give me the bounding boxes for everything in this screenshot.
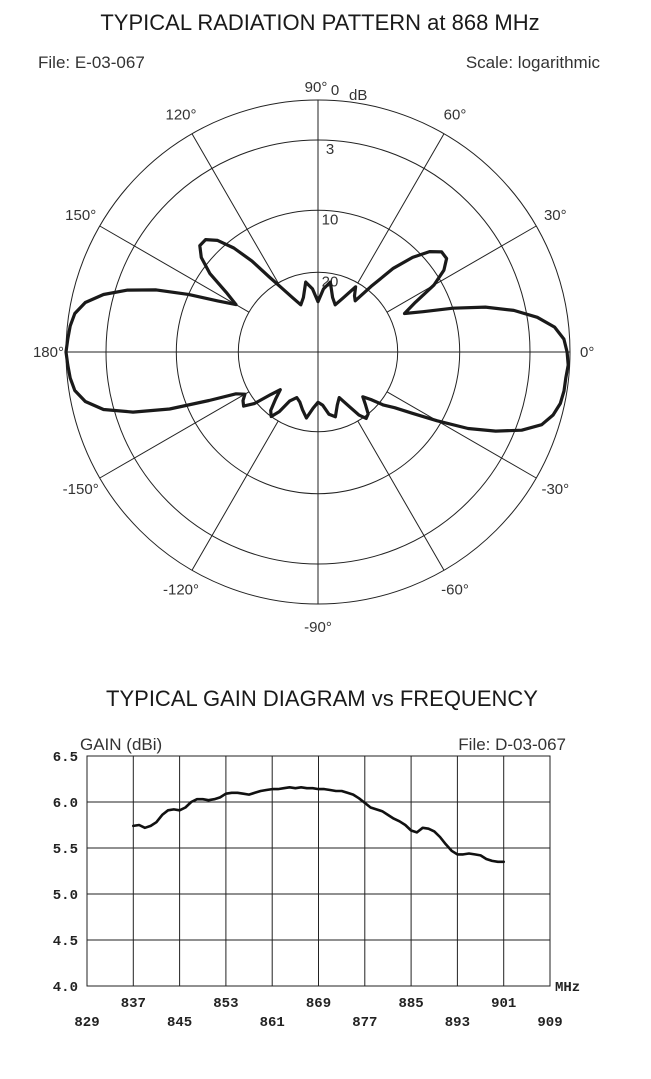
- gain-xtick-label: 869: [305, 996, 332, 1012]
- polar-trace: [66, 240, 568, 432]
- gain-xtick-label: 845: [166, 1015, 193, 1031]
- polar-ring-label: 10: [321, 211, 339, 229]
- gain-title: TYPICAL GAIN DIAGRAM vs FREQUENCY: [106, 686, 538, 711]
- gain-xtick-label: 901: [491, 996, 517, 1012]
- polar-pattern-line: [66, 240, 568, 432]
- gain-ytick-label: 6.0: [52, 796, 78, 812]
- polar-angle-label: 150°: [65, 207, 97, 224]
- polar-grid: [66, 100, 570, 604]
- polar-angle-label: -60°: [441, 581, 469, 599]
- polar-spoke: [100, 226, 249, 312]
- gain-xtick-label: 853: [213, 996, 239, 1012]
- polar-spoke: [358, 421, 444, 570]
- gain-xunit: MHz: [555, 980, 581, 996]
- gain-ticks: [53, 750, 563, 1031]
- gain-xtick-label: 885: [398, 996, 424, 1012]
- polar-angle-label: 120°: [165, 106, 197, 124]
- gain-ytick-label: 5.0: [52, 888, 78, 904]
- gain-xtick-label: 877: [352, 1015, 378, 1031]
- polar-db-unit: dB: [349, 87, 368, 104]
- gain-ytick-label: 4.0: [52, 980, 78, 996]
- polar-angle-label: 90°: [304, 79, 328, 96]
- gain-file-label: File: D-03-067: [458, 735, 566, 754]
- polar-spoke: [387, 226, 536, 312]
- polar-angle-label: -90°: [304, 619, 332, 636]
- polar-angle-label: 30°: [543, 207, 567, 224]
- gain-grid: [87, 756, 550, 986]
- polar-ring-label: 3: [325, 141, 335, 158]
- polar-angle-label: -150°: [62, 481, 99, 498]
- polar-spoke: [100, 392, 249, 478]
- radiation-file-label: File: E-03-067: [38, 53, 145, 72]
- gain-xtick-label: 837: [120, 996, 146, 1012]
- polar-angle-label: 180°: [32, 344, 64, 361]
- polar-spoke: [192, 421, 278, 570]
- gain-ytick-label: 5.5: [52, 842, 78, 858]
- gain-xtick-label: 861: [259, 1015, 285, 1031]
- polar-spoke: [387, 392, 536, 478]
- polar-angle-label: 60°: [443, 106, 467, 124]
- polar-ring-label: 20: [321, 273, 339, 291]
- polar-spoke: [192, 134, 278, 283]
- gain-ylabel: GAIN (dBi): [80, 735, 163, 754]
- polar-ring-label: 0: [330, 82, 340, 99]
- gain-xtick-label: 909: [537, 1015, 563, 1031]
- radiation-title: TYPICAL RADIATION PATTERN at 868 MHz: [100, 10, 540, 35]
- polar-angle-label: 0°: [580, 344, 595, 361]
- gain-ytick-label: 6.5: [52, 750, 78, 766]
- gain-ytick-label: 4.5: [52, 934, 78, 950]
- polar-angle-label: -30°: [541, 481, 570, 498]
- gain-xtick-label: 829: [74, 1015, 100, 1031]
- polar-spoke: [358, 134, 444, 283]
- radiation-scale-label: Scale: logarithmic: [465, 53, 600, 72]
- polar-labels: [33, 79, 594, 636]
- polar-angle-label: -120°: [162, 581, 200, 599]
- gain-xtick-label: 893: [444, 1015, 471, 1031]
